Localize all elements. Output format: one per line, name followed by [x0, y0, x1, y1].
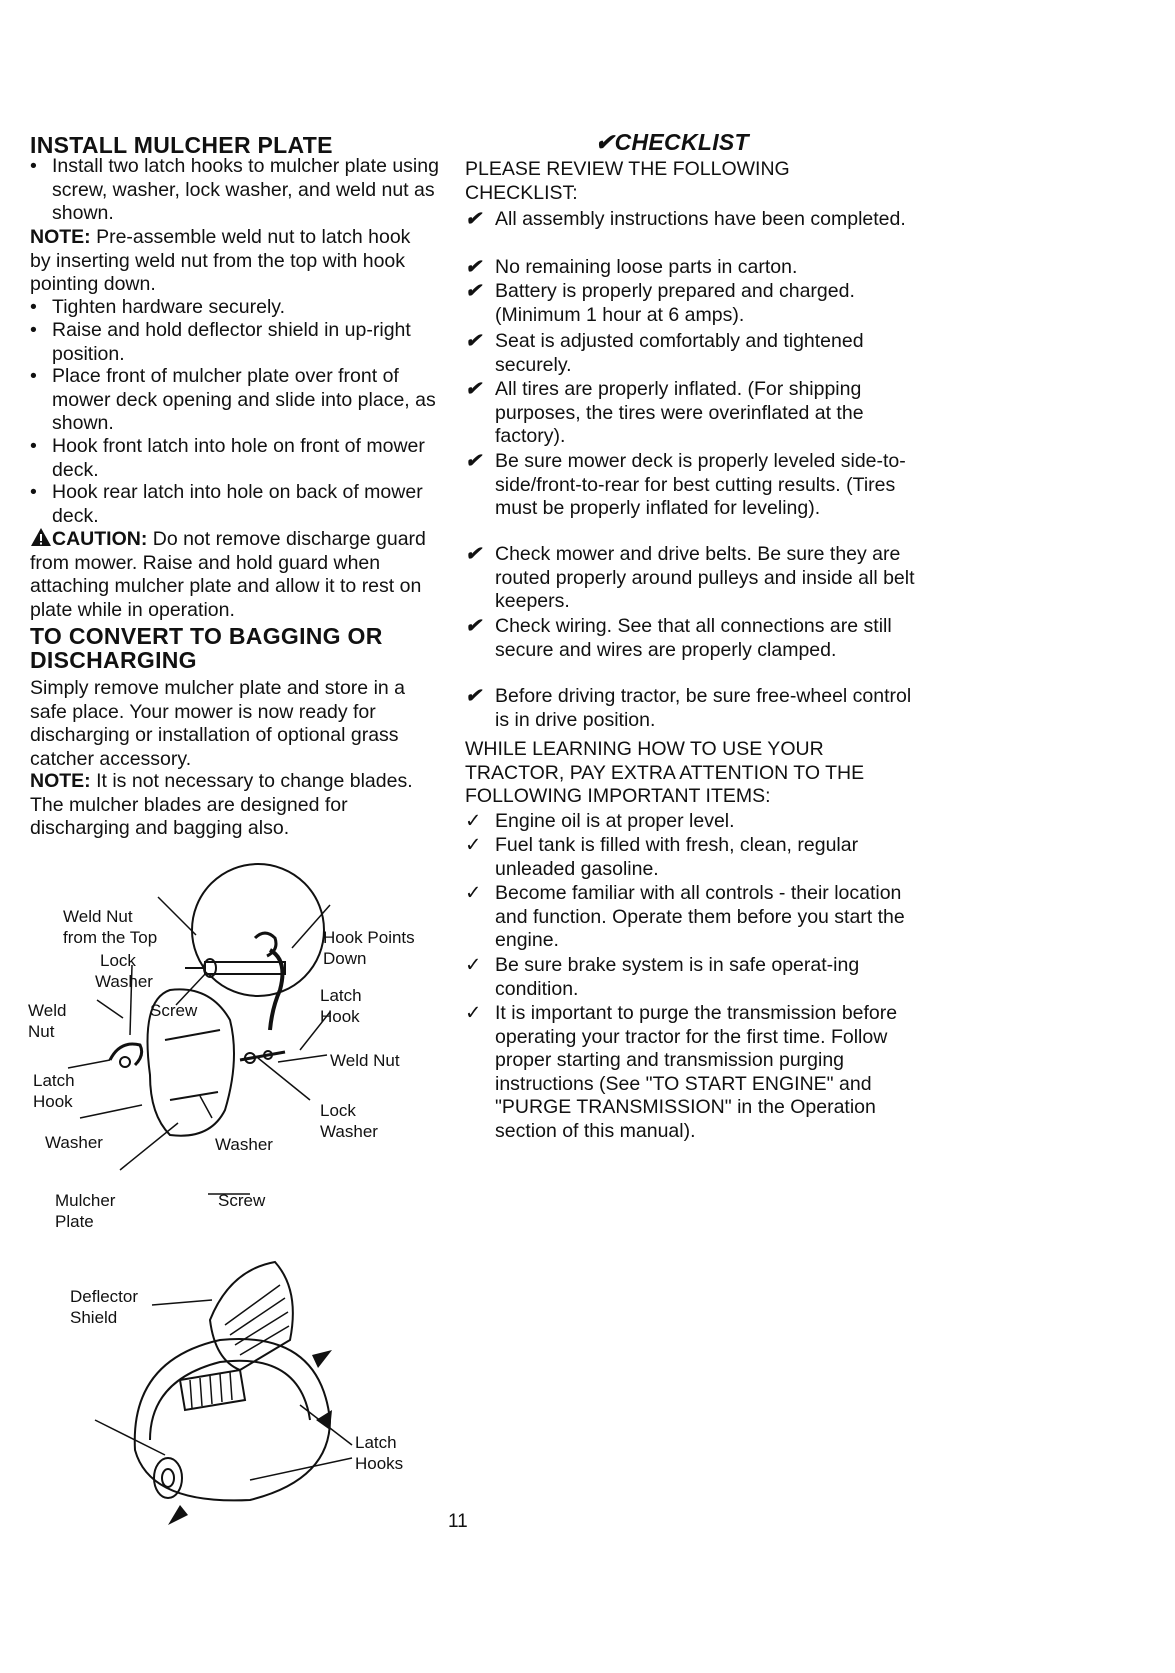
important-item: ✓ Fuel tank is filled with fresh, clean, regular unleaded gasoline. — [465, 834, 859, 880]
important-item: ✓ Engine oil is at proper level. — [465, 810, 735, 832]
checklist-item: ✔ All assembly instructions have been completed. — [465, 208, 906, 230]
label-mulcher-plate: Mulcher Plate — [55, 1191, 116, 1231]
convert-text: Simply remove mulcher plate and store in a safe place. Your mower is now ready for discharging or installation of optional grass catcher accessory. — [30, 677, 406, 770]
checklist-item: ✔ Before driving tractor, be sure free-wheel control is in drive position. — [465, 685, 912, 731]
checklist-item: ✔ Be sure mower deck is properly leveled side-to-side/front-to-rear for best cutting results. (Tires must be properly inflated for leveling). — [465, 450, 906, 519]
bullet-front-latch: • Hook front latch into hole on front of mower deck. — [30, 435, 425, 481]
check-icon: ✔ — [465, 280, 482, 302]
check-icon: ✔ — [465, 543, 482, 565]
label-screw-bottom: Screw — [218, 1191, 266, 1210]
important-item: ✓ Be sure brake system is in safe operat-ing condition. — [465, 954, 860, 1000]
note-label: NOTE: — [30, 226, 91, 248]
label-hook-points-down: Hook Points Down — [323, 928, 415, 968]
checklist-item: ✔ Check wiring. See that all connections are still secure and wires are properly clamped. — [465, 615, 892, 661]
check-icon: ✓ — [465, 810, 482, 832]
caution-block — [30, 527, 435, 622]
checklist-item: ✔ Check mower and drive belts. Be sure they are routed properly around pulleys and inside all belt keepers. — [465, 543, 915, 612]
checklist-heading: ✔CHECKLIST — [595, 129, 749, 155]
caution-text: Do not remove discharge guard from mower. Raise and hold guard when attaching mulcher plate and allow it to rest on plate while in operation. — [30, 528, 426, 621]
install-mulcher-plate-heading: INSTALL MULCHER PLATE — [30, 132, 333, 158]
bullet-rear-latch: • Hook rear latch into hole on back of mower deck. — [30, 481, 423, 527]
important-item: ✓ Become familiar with all controls - their location and function. Operate them before you start the engine. — [465, 882, 905, 951]
label-screw-top: Screw — [150, 1001, 198, 1020]
note-text: Pre-assemble weld nut to latch hook by inserting weld nut from the top with hook pointing down. — [30, 226, 411, 295]
check-icon: ✓ — [465, 882, 482, 904]
bullet-raise-shield: • Raise and hold deflector shield in up-right position. — [30, 319, 411, 365]
checklist-intro: PLEASE REVIEW THE FOLLOWING CHECKLIST: — [465, 158, 790, 204]
check-icon: ✔ — [465, 330, 482, 352]
note-text: It is not necessary to change blades. The mulcher blades are designed for discharging and bagging also. — [30, 770, 413, 839]
check-icon: ✓ — [465, 1002, 482, 1024]
label-lock-washer-left: Lock Washer — [95, 951, 153, 991]
checklist-item: ✔ All tires are properly inflated. (For shipping purposes, the tires were overinflated at the factory). — [465, 378, 864, 447]
important-item: ✓ It is important to purge the transmission before operating your tractor for the first time. Follow proper starting and transmission purging instructions (See "TO START ENGINE" and "PURGE TRANSMISSION" in the Operation section of this manual). — [465, 1002, 898, 1142]
check-icon: ✔ — [465, 256, 482, 278]
install-bullet-1: • Install two latch hooks to mulcher plate using screw, washer, lock washer, and weld nut as shown. — [30, 155, 439, 224]
label-deflector-shield: Deflector Shield — [70, 1287, 139, 1327]
label-latch-hook-right: Latch Hook — [320, 986, 362, 1026]
caution-label: CAUTION: — [52, 528, 148, 550]
label-weld-nut-from-top: Weld Nut from the Top — [63, 907, 158, 947]
checklist-item: ✔ Seat is adjusted comfortably and tightened securely. — [465, 330, 864, 376]
bullet-dot: • — [30, 155, 37, 177]
label-weld-nut-right: Weld Nut — [330, 1051, 400, 1070]
page-number: 11 — [448, 1511, 468, 1532]
label-washer-left: Washer — [45, 1133, 103, 1152]
bullet-place-plate: • Place front of mulcher plate over front of mower deck opening and slide into place, as shown. — [30, 365, 436, 434]
note-label: NOTE: — [30, 770, 91, 792]
check-icon: ✓ — [465, 834, 482, 856]
check-icon: ✔ — [465, 615, 482, 637]
check-icon: ✓ — [465, 954, 482, 976]
label-latch-hooks: Latch Hooks — [355, 1433, 404, 1473]
label-latch-hook-left: Latch Hook — [33, 1071, 75, 1111]
bullet-tighten: • Tighten hardware securely. — [30, 296, 286, 318]
label-weld-nut-left: Weld Nut — [28, 1001, 67, 1041]
while-learning-text: WHILE LEARNING HOW TO USE YOUR TRACTOR, PAY EXTRA ATTENTION TO THE FOLLOWING IMPORTANT ITEMS: — [465, 738, 865, 807]
label-washer-center: Washer — [215, 1135, 273, 1154]
check-icon: ✔ — [465, 378, 482, 400]
note-2 — [30, 770, 430, 841]
check-icon: ✔ — [465, 450, 482, 472]
checklist-item: ✔ Battery is properly prepared and charged. (Minimum 1 hour at 6 amps). — [465, 280, 855, 326]
convert-heading: TO CONVERT TO BAGGING OR DISCHARGING — [30, 623, 383, 673]
warning-triangle-icon — [30, 527, 52, 547]
checklist-item: ✔ No remaining loose parts in carton. — [465, 256, 798, 278]
check-icon: ✔ — [465, 685, 482, 707]
label-lock-washer-right: Lock Washer — [320, 1101, 378, 1141]
check-icon: ✔ — [465, 208, 482, 230]
note-1 — [30, 226, 430, 297]
